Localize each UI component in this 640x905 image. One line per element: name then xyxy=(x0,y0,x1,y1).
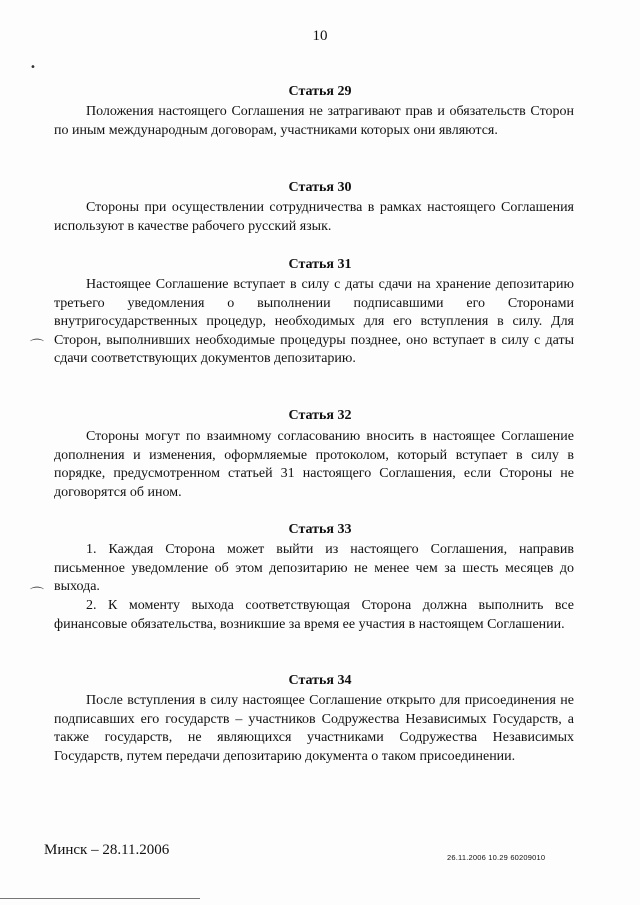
article-32-title: Статья 32 xyxy=(288,408,352,423)
footer-place-date: Минск – 28.11.2006 xyxy=(44,842,170,858)
article-33-paragraph-2: 2. К моменту выхода соответствующая Сторона должна выполнить все финансовые обязательства, возникшие за время ее участия в настоящем Соглашении. xyxy=(54,598,574,632)
article-30-title: Статья 30 xyxy=(288,180,352,195)
bottom-divider xyxy=(0,898,200,899)
article-31-title: Статья 31 xyxy=(288,257,352,272)
article-31-paragraph: Настоящее Соглашение вступает в силу с даты сдачи на хранение депозитарию третьего уведомления о выполнении подписавшими его Сторонами внутригосударственных процедур, необходимых для его вступления в силу. Для Сторон, выполнивших необходимые процедуры позднее, оно вступает в силу с даты сдачи соответствующих документов депозитарию. xyxy=(54,277,574,366)
scan-speck: • xyxy=(30,62,36,73)
article-32-paragraph: Стороны могут по взаимному согласованию вносить в настоящее Соглашение дополнения и изменения, оформляемые протоколом, который вступает в силу в порядке, предусмотренном статьей 31 настоящего Соглашения, если Стороны не договорятся об ином. xyxy=(54,429,574,500)
article-30-paragraph: Стороны при осуществлении сотрудничества в рамках настоящего Соглашения используют в качестве рабочего русский язык. xyxy=(54,200,574,234)
article-34-title: Статья 34 xyxy=(288,673,352,688)
article-29-title: Статья 29 xyxy=(288,84,352,99)
article-33-paragraph-1: 1. Каждая Сторона может выйти из настоящего Соглашения, направив письменное уведомление об этом депозитарию не менее чем за шесть месяцев до выхода. xyxy=(54,542,574,594)
footer-stamp: 26.11.2006 10.29 60209010 xyxy=(447,853,546,862)
article-33-title: Статья 33 xyxy=(288,522,352,537)
margin-mark: ⌒ xyxy=(30,339,44,355)
page-number: 10 xyxy=(312,28,328,44)
article-29-paragraph: Положения настоящего Соглашения не затрагивают прав и обязательств Сторон по иным международным договорам, участниками которых они являются. xyxy=(54,104,574,138)
margin-mark: ⌒ xyxy=(30,587,44,603)
article-34-paragraph: После вступления в силу настоящее Соглашение открыто для присоединения не подписавших его государств – участников Содружества Независимых Государств, а также государств, не являющихся участниками Содружества Независимых Государств, путем передачи депозитарию документа о таком присоединении. xyxy=(54,693,574,764)
